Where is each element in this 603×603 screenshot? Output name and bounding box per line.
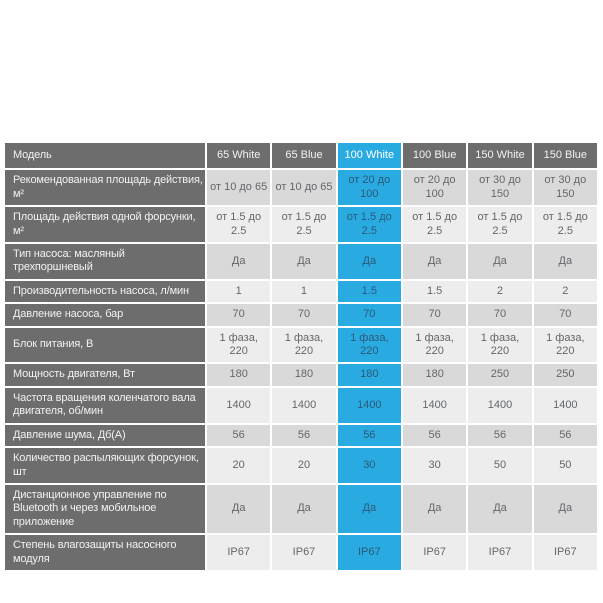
spec-cell: 180 (403, 364, 466, 385)
spec-cell-highlighted: 56 (338, 425, 401, 446)
spec-cell: 1 фаза, 220 (403, 328, 466, 363)
row-label: Количество распыляющих форсунок, шт (5, 448, 205, 483)
spec-cell: 70 (207, 304, 270, 325)
spec-cell: 180 (207, 364, 270, 385)
spec-cell: 2 (468, 281, 531, 302)
row-label: Давление шума, Дб(А) (5, 425, 205, 446)
column-header-150-blue: 150 Blue (534, 143, 597, 168)
spec-cell: Да (403, 244, 466, 279)
spec-cell: 50 (468, 448, 531, 483)
row-label: Частота вращения коленчатого вала двигателя, об/мин (5, 388, 205, 423)
spec-cell: 50 (534, 448, 597, 483)
table-row (5, 535, 597, 570)
spec-cell: IP67 (272, 535, 335, 570)
row-label: Тип насоса: масляный трехпоршневый (5, 244, 205, 279)
spec-cell: от 10 до 65 (207, 170, 270, 205)
spec-cell: IP67 (403, 535, 466, 570)
spec-cell: 1 фаза, 220 (272, 328, 335, 363)
spec-cell: Да (468, 244, 531, 279)
spec-cell: от 10 до 65 (272, 170, 335, 205)
row-label: Давление насоса, бар (5, 304, 205, 325)
spec-cell: IP67 (534, 535, 597, 570)
column-header-100-white-highlighted: 100 White (338, 143, 401, 168)
spec-cell-highlighted: 1 фаза, 220 (338, 328, 401, 363)
spec-cell-highlighted: 180 (338, 364, 401, 385)
spec-cell: Да (207, 244, 270, 279)
table-row (5, 485, 597, 533)
spec-cell: 56 (468, 425, 531, 446)
spec-cell-highlighted: 1400 (338, 388, 401, 423)
spec-cell: 1 (272, 281, 335, 302)
spec-cell: от 30 до 150 (468, 170, 531, 205)
spec-cell-highlighted: от 20 до 100 (338, 170, 401, 205)
spec-cell: 1 фаза, 220 (207, 328, 270, 363)
table-row (5, 328, 597, 363)
row-label: Мощность двигателя, Вт (5, 364, 205, 385)
spec-cell: 1400 (207, 388, 270, 423)
spec-cell: от 30 до 150 (534, 170, 597, 205)
spec-cell: 70 (534, 304, 597, 325)
spec-cell: 56 (403, 425, 466, 446)
spec-cell: от 1.5 до 2.5 (207, 207, 270, 242)
table-row (5, 170, 597, 205)
row-label: Площадь действия одной форсунки, м² (5, 207, 205, 242)
table-row (5, 425, 597, 446)
spec-cell: Да (534, 485, 597, 533)
spec-cell: 250 (468, 364, 531, 385)
table-row (5, 364, 597, 385)
spec-cell: Да (207, 485, 270, 533)
spec-cell: 20 (272, 448, 335, 483)
spec-cell: 1 фаза, 220 (534, 328, 597, 363)
spec-cell-highlighted: Да (338, 485, 401, 533)
spec-cell: 1400 (272, 388, 335, 423)
spec-cell: от 20 до 100 (403, 170, 466, 205)
table-row (5, 281, 597, 302)
spec-cell-highlighted: 1.5 (338, 281, 401, 302)
column-header-100-blue: 100 Blue (403, 143, 466, 168)
spec-cell-highlighted: от 1.5 до 2.5 (338, 207, 401, 242)
spec-cell: Да (272, 244, 335, 279)
spec-cell: 1.5 (403, 281, 466, 302)
spec-cell: 70 (403, 304, 466, 325)
spec-cell: от 1.5 до 2.5 (468, 207, 531, 242)
spec-cell-highlighted: Да (338, 244, 401, 279)
spec-cell: 1400 (534, 388, 597, 423)
table-row (5, 448, 597, 483)
table-row (5, 244, 597, 279)
spec-comparison-table (3, 141, 599, 572)
spec-cell: от 1.5 до 2.5 (534, 207, 597, 242)
row-label: Производительность насоса, л/мин (5, 281, 205, 302)
column-header-150-white: 150 White (468, 143, 531, 168)
spec-cell: IP67 (207, 535, 270, 570)
spec-cell: 1 фаза, 220 (468, 328, 531, 363)
spec-cell: 1400 (468, 388, 531, 423)
spec-cell: 56 (272, 425, 335, 446)
spec-cell-highlighted: 30 (338, 448, 401, 483)
spec-cell: 70 (272, 304, 335, 325)
spec-cell: 56 (534, 425, 597, 446)
spec-cell: от 1.5 до 2.5 (272, 207, 335, 242)
row-label: Блок питания, В (5, 328, 205, 363)
model-header-cell: Модель (5, 143, 205, 168)
row-label: Рекомендованная площадь действия, м² (5, 170, 205, 205)
row-label: Степень влагозащиты насосного модуля (5, 535, 205, 570)
table-row (5, 388, 597, 423)
spec-cell: 2 (534, 281, 597, 302)
spec-cell: 70 (468, 304, 531, 325)
spec-cell: Да (534, 244, 597, 279)
column-header-65-blue: 65 Blue (272, 143, 335, 168)
spec-cell: 1 (207, 281, 270, 302)
spec-cell: 30 (403, 448, 466, 483)
spec-cell-highlighted: IP67 (338, 535, 401, 570)
spec-cell-highlighted: 70 (338, 304, 401, 325)
spec-cell: 56 (207, 425, 270, 446)
table-row (5, 207, 597, 242)
table-header-row (5, 143, 597, 168)
spec-cell: 20 (207, 448, 270, 483)
spec-cell: 1400 (403, 388, 466, 423)
spec-cell: 250 (534, 364, 597, 385)
spec-cell: Да (468, 485, 531, 533)
column-header-65-white: 65 White (207, 143, 270, 168)
spec-cell: от 1.5 до 2.5 (403, 207, 466, 242)
spec-cell: 180 (272, 364, 335, 385)
spec-cell: Да (272, 485, 335, 533)
spec-cell: IP67 (468, 535, 531, 570)
row-label: Дистанционное управление по Bluetooth и через мобильное приложение (5, 485, 205, 533)
spec-cell: Да (403, 485, 466, 533)
table-row (5, 304, 597, 325)
